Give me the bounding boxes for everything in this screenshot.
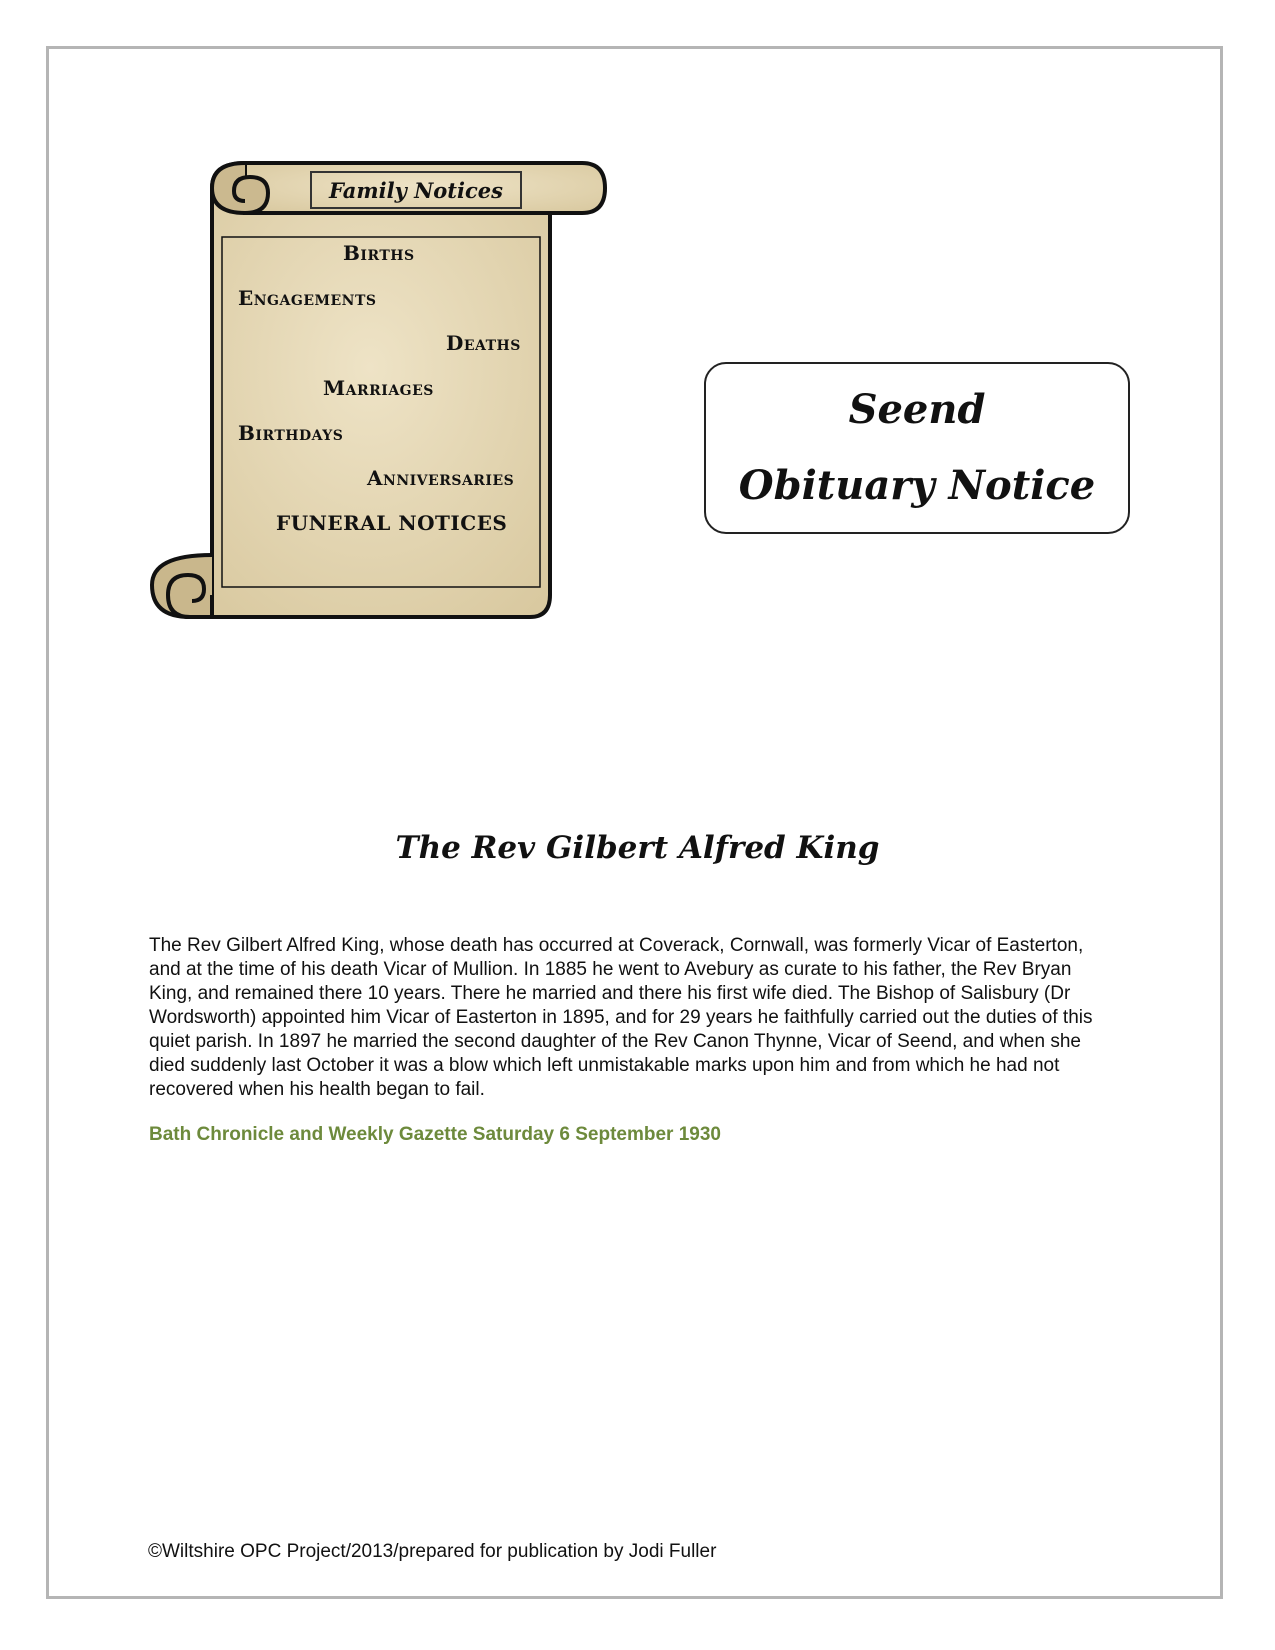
scroll-item-engagements: Engagements [238,286,377,310]
scroll-item-births: Births [343,241,415,265]
family-notices-scroll [150,155,630,645]
scroll-graphic [150,155,630,645]
place-title: Seend [848,386,986,433]
scroll-item-funeral-notices: FUNERAL NOTICES [276,511,508,535]
notice-type-title: Obituary Notice [738,462,1096,509]
scroll-title: Family Notices [310,171,522,209]
article-source: Bath Chronicle and Weekly Gazette Saturday 6 September 1930 [149,1124,721,1145]
copyright-footer: ©Wiltshire OPC Project/2013/prepared for publication by Jodi Fuller [148,1541,717,1562]
scroll-item-birthdays: Birthdays [238,421,344,445]
scroll-item-marriages: Marriages [323,376,434,400]
scroll-item-deaths: Deaths [446,331,521,355]
article-heading: The Rev Gilbert Alfred King [395,830,880,866]
title-box [704,362,1130,534]
scroll-item-anniversaries: Anniversaries [367,466,515,490]
article-body: The Rev Gilbert Alfred King, whose death has occurred at Coverack, Cornwall, was formerly Vicar of Easterton, and at the time of his death Vicar of Mullion. In 1885 he went to Avebury as curate to his father, the Rev Bryan King, and remained there 10 years. There he married and there his first wife died. The Bishop of Salisbury (Dr Wordsworth) appointed him Vicar of Easterton in 1895, and for 29 years he faithfully carried out the duties of this quiet parish. In 1897 he married the second daughter of the Rev Canon Thynne, Vicar of Seend, and when she died suddenly last October it was a blow which left unmistakable marks upon him and from which he had not recovered when his health began to fail. [149,935,1093,1100]
